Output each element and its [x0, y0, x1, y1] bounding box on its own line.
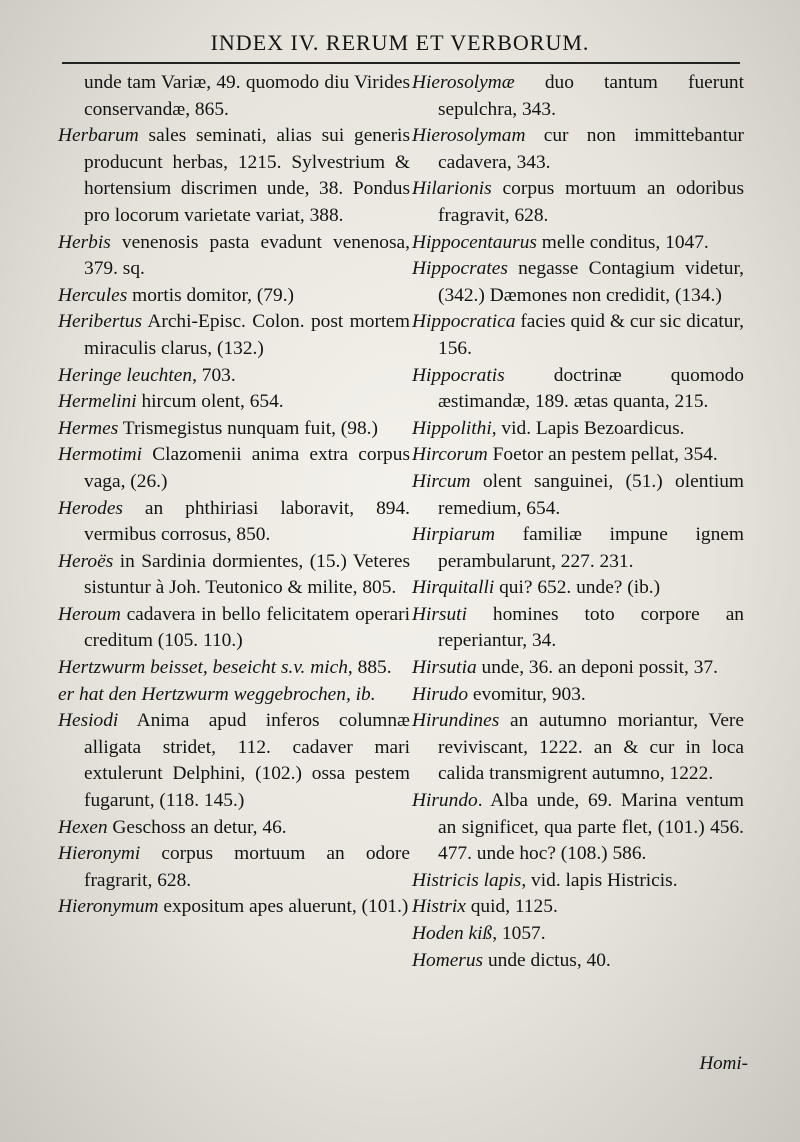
- index-entry: [412, 363, 744, 416]
- entry-text: sales seminati, alias sui generis producunt herbas, 1215. Sylvestrium & hortensium discrimen unde, 38. Pondus pro locorum varietate variat, 388.: [84, 125, 410, 226]
- entry-text: , vid. Lapis Bezoardicus.: [491, 417, 685, 439]
- entry-text: Anima apud inferos columnæ alligata stridet, 112. cadaver mari extulerunt Delphini, (102.) ossa pestem fugarunt, (118. 145.): [84, 710, 410, 812]
- index-entry: [58, 70, 410, 123]
- index-entry: [412, 123, 744, 176]
- entry-text: corpus mortuum an odoribus fragravit, 628.: [438, 178, 744, 226]
- index-entry: [412, 788, 744, 868]
- entry-headword: Hierosolymam: [412, 125, 526, 147]
- entry-text: . Alba unde, 69. Marina ventum an significet, qua parte flet, (101.) 456. 477. unde hoc? (108.) 586.: [438, 790, 744, 865]
- entry-headword: Hieronymi: [58, 843, 141, 865]
- entry-headword: Herbis: [58, 231, 111, 253]
- index-entry: [58, 363, 410, 390]
- entry-text: , 1057.: [492, 923, 546, 944]
- entry-headword: Hirpiarum: [412, 524, 495, 546]
- index-entry: [58, 841, 410, 894]
- entry-headword: Hermotimi: [58, 444, 143, 466]
- index-entry: [412, 256, 744, 309]
- entry-text: qui? 652. unde? (ib.): [494, 577, 661, 599]
- entry-headword: Hippocratica: [412, 311, 516, 333]
- entry-text: Geschoss an detur, 46.: [107, 816, 287, 838]
- entry-headword: Heribertus: [58, 311, 143, 333]
- entry-headword: Hippocentaurus: [412, 231, 537, 253]
- entry-text: Archi-Episc. Colon. post mortem miraculis clarus, (132.): [84, 311, 410, 359]
- entry-text: melle conditus, 1047.: [536, 231, 709, 253]
- index-entry: [412, 309, 744, 362]
- entry-headword: Hieronymum: [58, 896, 159, 918]
- index-entry: [58, 416, 410, 443]
- entry-headword: Hermes: [58, 417, 119, 439]
- index-entry: [412, 230, 744, 257]
- index-entry: [412, 655, 744, 682]
- right-column: [412, 70, 744, 974]
- entry-text: duo tantum fuerunt sepulchra, 343.: [438, 72, 744, 120]
- index-entry: [412, 575, 744, 602]
- index-entry: [412, 70, 744, 123]
- entry-text: mortis domitor, (79.): [127, 284, 295, 306]
- entry-headword: Heroës: [58, 550, 114, 572]
- entry-text: cadavera in bello felicitatem operari creditum (105. 110.): [84, 603, 410, 652]
- index-entry: [412, 416, 744, 443]
- entry-headword: Hirsuti: [412, 603, 467, 625]
- index-entry: [412, 921, 744, 948]
- entry-text: expositum apes aluerunt, (101.): [158, 896, 409, 918]
- index-entry: [412, 682, 744, 709]
- catchword: Homi-: [699, 1053, 748, 1074]
- entry-text: hircum olent, 654.: [136, 391, 284, 413]
- entry-headword: Hertzwurm beisset, beseicht s.v. mich: [58, 657, 348, 679]
- entry-headword: Heringe leuchten: [58, 364, 193, 386]
- index-entry: [58, 309, 410, 362]
- entry-headword: Histricis lapis: [412, 869, 522, 891]
- left-column: [58, 70, 410, 921]
- index-entry: [412, 868, 744, 895]
- entry-headword: Hippocrates: [412, 258, 508, 280]
- entry-text: Trismegistus nunquam fuit, (98.): [118, 417, 378, 439]
- index-entry: [58, 708, 410, 814]
- index-entry: [412, 522, 744, 575]
- entry-text: cur non immittebantur cadavera, 343.: [438, 125, 744, 173]
- index-entry: [58, 549, 410, 602]
- entry-text: venenosis pasta evadunt venenosa, 379. sq.: [84, 231, 410, 280]
- entry-text: an phthiriasi laboravit, 894. vermibus corrosus, 850.: [84, 497, 410, 546]
- entry-headword: Hermelini: [58, 391, 137, 413]
- index-entry: [412, 708, 744, 788]
- index-entry: [412, 948, 744, 975]
- index-entry: [412, 469, 744, 522]
- entry-headword: Hilarionis: [412, 178, 492, 200]
- entry-headword: Hierosolymæ: [412, 72, 515, 93]
- entry-headword: Herbarum: [58, 125, 139, 147]
- index-entry: [58, 496, 410, 549]
- entry-text: , 703.: [192, 364, 236, 386]
- entry-text: Foetor an pestem pellat, 354.: [487, 444, 718, 466]
- entry-text: facies quid & cur sic dicatur, 156.: [438, 311, 744, 359]
- entry-text: evomitur, 903.: [468, 683, 586, 705]
- entry-text: familiæ impune ignem perambularunt, 227. 231.: [438, 524, 744, 572]
- entry-headword: Hirudo: [412, 683, 469, 705]
- index-entry: [412, 442, 744, 469]
- entry-text: an autumno moriantur, Vere reviviscant, 1222. an & cur in loca calida transmigrent autumno, 1222.: [438, 710, 744, 785]
- entry-headword: Hircum: [412, 470, 471, 492]
- entry-headword: Histrix: [412, 896, 466, 918]
- entry-text: homines toto corpore an reperiantur, 34.: [438, 603, 744, 652]
- entry-headword: Heroum: [58, 603, 121, 625]
- entry-text: , vid. lapis Histricis.: [521, 869, 678, 891]
- entry-headword: Hoden kiß: [412, 923, 493, 944]
- entry-text: olent sanguinei, (51.) olentium remedium, 654.: [438, 470, 744, 519]
- entry-headword: Hercules: [58, 284, 128, 306]
- entry-headword: er hat den Hertzwurm weggebrochen, ib.: [58, 683, 376, 705]
- entry-text: unde dictus, 40.: [483, 949, 611, 971]
- entry-headword: Hirundo: [412, 790, 478, 812]
- index-entry: [412, 894, 744, 921]
- entry-headword: Hirsutia: [412, 657, 477, 679]
- entry-headword: Herodes: [58, 497, 123, 519]
- entry-text: quid, 1125.: [465, 896, 558, 918]
- entry-text: Clazomenii anima extra corpus vaga, (26.): [84, 444, 410, 492]
- entry-text: in Sardinia dormientes, (15.) Veteres sistuntur à Joh. Teutonico & milite, 805.: [84, 550, 410, 599]
- entry-text: corpus mortuum an odore fragrarit, 628.: [84, 843, 410, 891]
- entry-headword: Hexen: [58, 816, 108, 838]
- entry-headword: Hirquitalli: [412, 577, 495, 599]
- entry-text: doctrinæ quomodo æstimandæ, 189. ætas quanta, 215.: [438, 364, 744, 413]
- entry-headword: Hesiodi: [58, 710, 119, 732]
- index-entry: [58, 602, 410, 655]
- index-entry: [58, 230, 410, 283]
- index-entry: [58, 283, 410, 310]
- entry-headword: Homerus: [412, 949, 484, 971]
- entry-headword: Hircorum: [412, 444, 488, 466]
- entry-headword: Hippolithi: [412, 417, 492, 439]
- index-entry: [412, 176, 744, 229]
- index-entry: [58, 389, 410, 416]
- index-entry: [58, 655, 410, 682]
- index-entry: [58, 894, 410, 921]
- entry-text: unde tam Variæ, 49. quomodo diu Virides conservandæ, 865.: [84, 72, 410, 120]
- index-entry: [58, 682, 410, 709]
- index-entry: [58, 442, 410, 495]
- running-header: INDEX IV. RERUM ET VERBORUM.: [210, 30, 590, 55]
- index-entry: [412, 602, 744, 655]
- entry-text: negasse Contagium videtur, (342.) Dæmones non credidit, (134.): [438, 258, 744, 306]
- entry-headword: Hirundines: [412, 710, 500, 732]
- entry-text: unde, 36. an deponi possit, 37.: [476, 657, 718, 679]
- index-entry: [58, 815, 410, 842]
- entry-text: , 885.: [347, 657, 392, 679]
- header-rule: [62, 62, 740, 64]
- index-entry: [58, 123, 410, 229]
- entry-headword: Hippocratis: [412, 364, 505, 386]
